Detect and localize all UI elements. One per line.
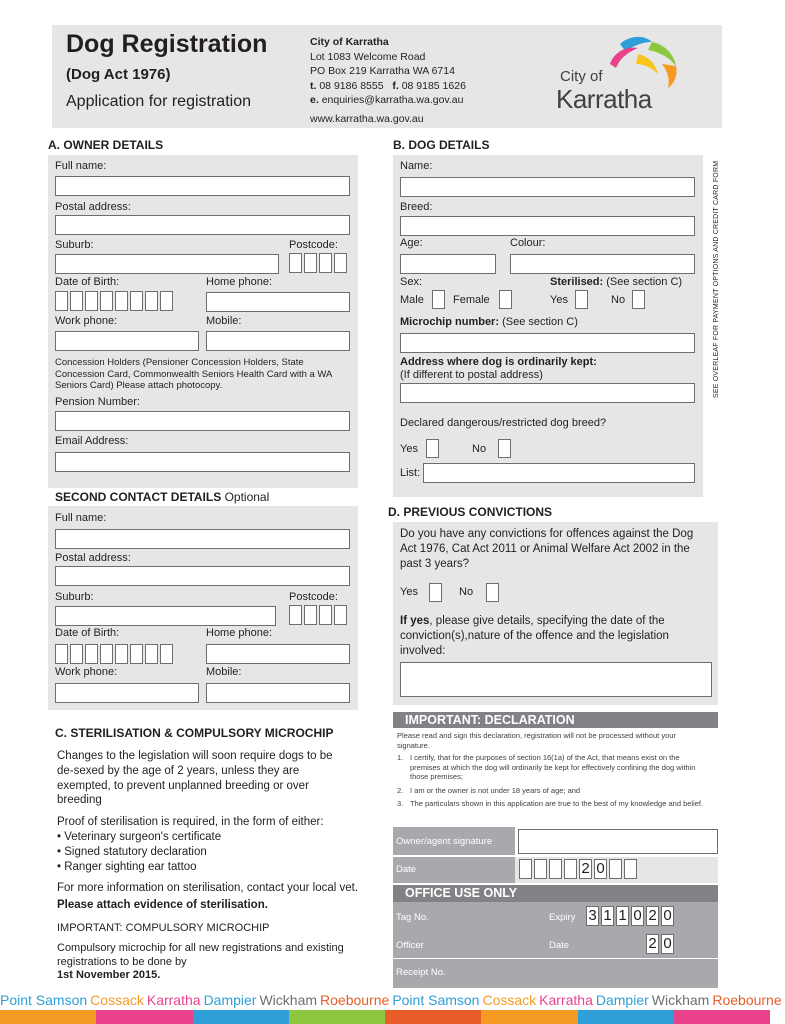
footer-town: Point Samson xyxy=(0,992,88,1008)
dog-breed-label: Breed: xyxy=(400,201,433,213)
second-home-phone-label: Home phone: xyxy=(206,627,273,639)
owner-postal-input[interactable] xyxy=(55,215,350,235)
declaration-item: 3. The particulars shown in this application are true to the best of my knowledge and belief. xyxy=(397,799,704,808)
expiry-label: Expiry xyxy=(549,912,576,923)
dog-breed-input[interactable] xyxy=(400,216,695,236)
microchip-heading: IMPORTANT: COMPULSORY MICROCHIP xyxy=(57,922,270,934)
expiry-input: 3 1 1 0 2 0 xyxy=(586,906,674,926)
dangerous-list-input[interactable] xyxy=(423,463,695,483)
officer-label: Officer xyxy=(396,940,424,951)
dog-sterilised-label: Sterilised: (See section C) xyxy=(550,276,683,288)
footer-town: Wickham xyxy=(259,992,318,1008)
second-dob-input[interactable] xyxy=(55,644,173,664)
owner-suburb-input[interactable] xyxy=(55,254,279,274)
footer-town: Point Samson xyxy=(392,992,480,1008)
dog-sex-label: Sex: xyxy=(400,276,423,288)
address-kept-input[interactable] xyxy=(400,383,695,403)
proof-item: • Ranger sighting ear tattoo xyxy=(57,860,197,873)
sterilised-no-label: No xyxy=(611,294,626,306)
owner-email-label: Email Address: xyxy=(55,435,129,447)
form-subtitle: (Dog Act 1976) xyxy=(66,66,171,83)
microchip-label: Microchip number: (See section C) xyxy=(400,316,578,328)
sterilised-yes-checkbox[interactable] xyxy=(575,290,588,309)
stripe-segment xyxy=(96,1010,192,1024)
second-full-name-input[interactable] xyxy=(55,529,350,549)
footer-town: Roebourne xyxy=(320,992,390,1008)
owner-work-phone-label: Work phone: xyxy=(55,315,118,327)
second-suburb-label: Suburb: xyxy=(55,591,94,603)
owner-email-input[interactable] xyxy=(55,452,350,472)
dangerous-no-label: No xyxy=(472,443,487,455)
second-mobile-input[interactable] xyxy=(206,683,350,703)
second-work-phone-label: Work phone: xyxy=(55,666,118,678)
stripe-segment xyxy=(289,1010,385,1024)
dog-colour-input[interactable] xyxy=(510,254,695,274)
dangerous-no-checkbox[interactable] xyxy=(498,439,511,458)
sterilised-no-checkbox[interactable] xyxy=(632,290,645,309)
owner-suburb-label: Suburb: xyxy=(55,239,94,251)
receipt-no-label: Receipt No. xyxy=(396,967,446,978)
tag-no-label: Tag No. xyxy=(396,912,429,923)
form-title: Dog Registration xyxy=(66,30,268,58)
footer-town: Karratha xyxy=(539,992,593,1008)
footer-town: Cossack xyxy=(482,992,537,1008)
second-full-name-label: Full name: xyxy=(55,512,107,524)
owner-full-name-label: Full name: xyxy=(55,160,107,172)
owner-home-phone-input[interactable] xyxy=(206,292,350,312)
dog-name-input[interactable] xyxy=(400,177,695,197)
address-line-1: Lot 1083 Welcome Road xyxy=(310,50,426,63)
stripe-segment xyxy=(0,1010,96,1024)
sterilisation-proof-list xyxy=(57,830,357,874)
website: www.karratha.wa.gov.au xyxy=(310,112,424,125)
section-c-heading: C. STERILISATION & COMPULSORY MICROCHIP xyxy=(55,726,334,740)
footer-town: Dampier xyxy=(595,992,649,1008)
female-checkbox[interactable] xyxy=(499,290,512,309)
email-line: e. enquiries@karratha.wa.gov.au xyxy=(310,94,464,107)
convictions-yes-label: Yes xyxy=(400,586,418,598)
declaration-date-label: Date xyxy=(396,864,417,875)
second-postal-input[interactable] xyxy=(55,566,350,586)
declaration-intro: Please read and sign this declaration, registration will not be processed without your signature. xyxy=(397,731,676,750)
sterilised-yes-label: Yes xyxy=(550,294,568,306)
footer-town-names xyxy=(0,992,782,1008)
convictions-no-label: No xyxy=(459,586,474,598)
sterilisation-paragraph-2: Proof of sterilisation is required, in the form of either: xyxy=(57,816,324,828)
office-date-input: 2 0 xyxy=(586,934,674,954)
city-of-karratha-logo xyxy=(548,34,698,119)
dangerous-breed-label: Declared dangerous/restricted dog breed? xyxy=(400,417,607,429)
sterilisation-paragraph-3: For more information on sterilisation, contact your local vet. Please attach evidence of sterilisation. xyxy=(57,882,359,911)
footer-town: Roebourne xyxy=(712,992,782,1008)
stripe-segment xyxy=(578,1010,674,1024)
microchip-input[interactable] xyxy=(400,333,695,353)
owner-postcode-label: Postcode: xyxy=(289,239,338,251)
stripe-segment xyxy=(193,1010,289,1024)
declaration-items xyxy=(397,753,707,809)
dog-age-input[interactable] xyxy=(400,254,496,274)
proof-item: • Veterinary surgeon's certificate xyxy=(57,831,222,843)
office-use-heading: OFFICE USE ONLY xyxy=(393,885,718,902)
owner-mobile-input[interactable] xyxy=(206,331,350,351)
stripe-segment xyxy=(481,1010,577,1024)
owner-dob-label: Date of Birth: xyxy=(55,276,120,288)
owner-postcode-input[interactable] xyxy=(289,253,347,273)
office-divider xyxy=(393,958,718,959)
office-date-label: Date xyxy=(549,940,570,951)
declaration-item: 1. I certify, that for the purposes of section 16(1a) of the Act, that means exist on the premises at which the dog will ordinarily be kept for effectively confining the dog within those premises; xyxy=(397,753,696,781)
owner-postal-label: Postal address: xyxy=(55,201,131,213)
dog-colour-label: Colour: xyxy=(510,237,546,249)
second-mobile-label: Mobile: xyxy=(206,666,242,678)
declaration-item: 2. I am or the owner is not under 18 years of age; and xyxy=(397,785,581,795)
owner-home-phone-label: Home phone: xyxy=(206,276,273,288)
male-checkbox[interactable] xyxy=(432,290,445,309)
convictions-details-input[interactable] xyxy=(400,662,712,697)
sterilisation-paragraph-1: Changes to the legislation will soon require dogs to be de-sexed by the age of 2 years, unless they are exempted, to prevent unplanned breeding or over breeding xyxy=(57,750,333,807)
convictions-no-checkbox[interactable] xyxy=(486,583,499,602)
declaration-heading: IMPORTANT: DECLARATION xyxy=(393,712,718,728)
section-d-heading: D. PREVIOUS CONVICTIONS xyxy=(388,505,553,519)
footer-town: Dampier xyxy=(203,992,257,1008)
second-work-phone-input[interactable] xyxy=(55,683,199,703)
microchip-paragraph: Compulsory microchip for all new registrations and existing registrations to be done by 1st November 2015. xyxy=(57,942,344,981)
second-postcode-input[interactable] xyxy=(289,605,347,625)
female-label: Female xyxy=(453,294,490,306)
convictions-yes-checkbox[interactable] xyxy=(429,583,442,602)
second-postal-label: Postal address: xyxy=(55,552,131,564)
logo-text-city-of: City of xyxy=(560,68,603,85)
footer-town: Karratha xyxy=(146,992,201,1008)
second-suburb-input[interactable] xyxy=(55,606,276,626)
footer-town: Wickham xyxy=(651,992,710,1008)
proof-item: • Signed statutory declaration xyxy=(57,845,207,858)
owner-full-name-input[interactable] xyxy=(55,176,350,196)
second-contact-heading: SECOND CONTACT DETAILS Optional xyxy=(55,490,270,504)
stripe-segment xyxy=(385,1010,481,1024)
side-note: SEE OVERLEAF FOR PAYMENT OPTIONS AND CREDIT CARD FORM xyxy=(713,160,720,398)
second-home-phone-input[interactable] xyxy=(206,644,350,664)
second-postcode-label: Postcode: xyxy=(289,591,338,603)
owner-dob-input[interactable] xyxy=(55,291,173,311)
address-line-2: PO Box 219 Karratha WA 6714 xyxy=(310,65,455,78)
pension-number-label: Pension Number: xyxy=(55,396,140,408)
signature-input[interactable] xyxy=(518,829,718,854)
dangerous-yes-label: Yes xyxy=(400,443,418,455)
form-type: Application for registration xyxy=(66,93,251,110)
org-name: City of Karratha xyxy=(310,36,389,48)
owner-work-phone-input[interactable] xyxy=(55,331,199,351)
second-dob-label: Date of Birth: xyxy=(55,627,120,639)
footer-color-stripe xyxy=(0,1010,770,1024)
concession-note: Concession Holders (Pensioner Concession Holders, State Concession Card, Commonwealth Seniors Health Card with a WA Seniors Card) Please attach photocopy. xyxy=(55,357,332,391)
pension-number-input[interactable] xyxy=(55,411,350,431)
declaration-date-input[interactable]: 2 0 xyxy=(519,859,637,879)
address-kept-label: Address where dog is ordinarily kept: (If different to postal address) xyxy=(400,356,597,381)
owner-mobile-label: Mobile: xyxy=(206,315,242,327)
section-b-heading: B. DOG DETAILS xyxy=(393,138,490,152)
dangerous-yes-checkbox[interactable] xyxy=(426,439,439,458)
male-label: Male xyxy=(400,294,424,306)
phone-line: t. 08 9186 8555 f. 08 9185 1626 xyxy=(310,79,466,92)
signature-label: Owner/agent signature xyxy=(396,836,493,847)
dog-age-label: Age: xyxy=(400,237,423,249)
stripe-segment xyxy=(674,1010,770,1024)
dog-name-label: Name: xyxy=(400,160,433,172)
convictions-question: Do you have any convictions for offences against the Dog Act 1976, Cat Act 2011 or Animal Welfare Act 2002 in the past 3 years? xyxy=(400,528,694,570)
footer-town: Cossack xyxy=(90,992,144,1008)
logo-text-karratha: Karratha xyxy=(556,84,652,114)
section-a-heading: A. OWNER DETAILS xyxy=(48,138,164,152)
list-label: List: xyxy=(400,467,421,479)
convictions-details-note: If yes, please give details, specifying the date of the conviction(s),nature of the offence and the legislation involved: xyxy=(400,615,669,657)
council-address xyxy=(310,35,466,127)
